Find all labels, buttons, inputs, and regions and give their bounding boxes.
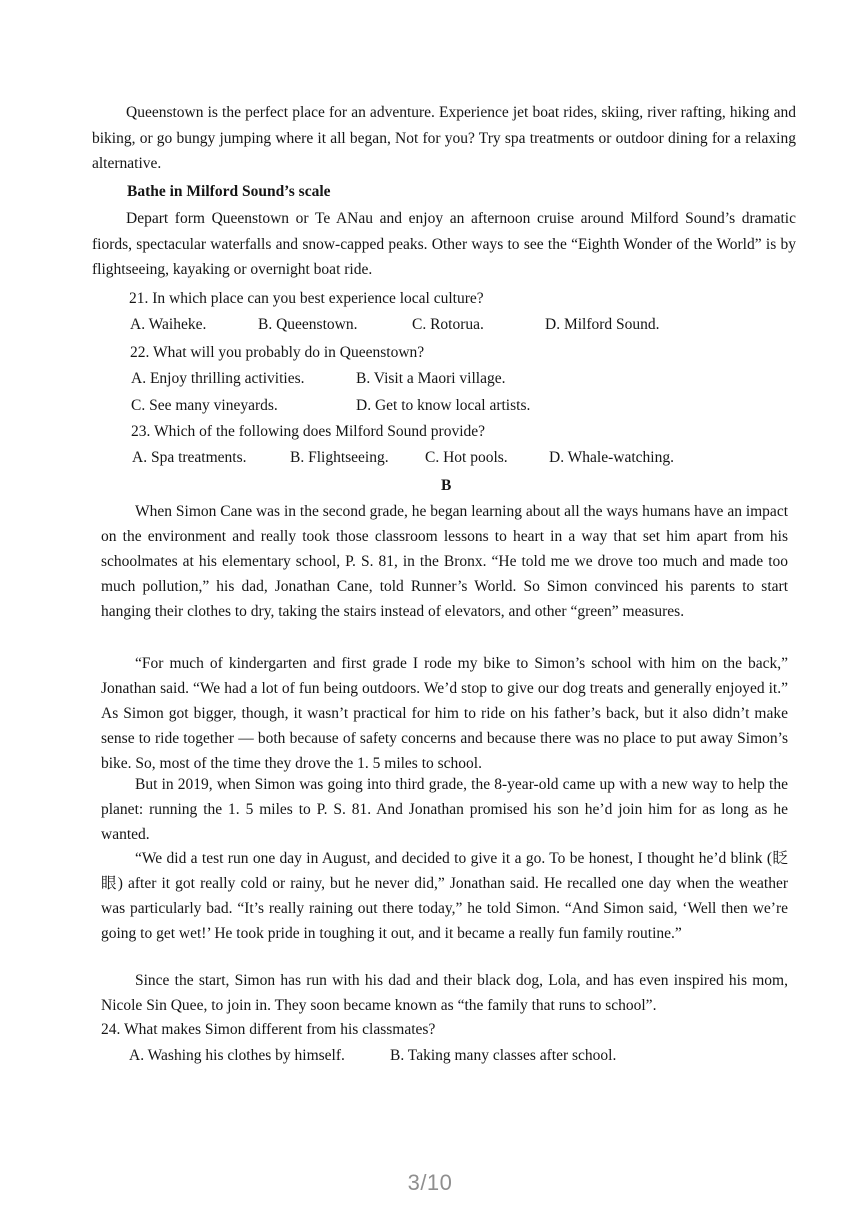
question-21-option-a: A. Waiheke. (130, 316, 207, 333)
question-21: 21. In which place can you best experience local culture? (129, 290, 484, 307)
milford-paragraph: Depart form Queenstown or Te ANau and enjoy an afternoon cruise around Milford Sound’s dramatic fiords, spectacular waterfalls and snow-capped peaks. Other ways to see the “Eighth Wonder of the World” is by flightseeing, kayaking or overnight boat ride. (92, 210, 796, 278)
question-22-option-a: A. Enjoy thrilling activities. (131, 370, 305, 387)
question-24: 24. What makes Simon different from his classmates? (101, 1021, 436, 1038)
section-b-paragraph-3: But in 2019, when Simon was going into third grade, the 8-year-old came up with a new way to help the planet: running the 1. 5 miles to P. S. 81. And Jonathan promised his son he’d join him for as long as he wanted. (101, 776, 788, 843)
section-b-paragraph-4: “We did a test run one day in August, and decided to give it a go. To be honest, I thought he’d blink (眨眼) after it got really cold or rainy, but he never did,” Jonathan said. He recalled one day when the weather was particularly bad. “It’s really raining out there today,” he told Simon. “And Simon said, ‘Well then we’re going to get wet!’ He took pride in toughing it out, and it became a really fun family routine.” (101, 850, 788, 942)
section-b-title: B (441, 477, 452, 494)
question-21-option-c: C. Rotorua. (412, 316, 484, 333)
milford-heading: Bathe in Milford Sound’s scale (127, 183, 331, 200)
section-b-paragraph-2: “For much of kindergarten and first grade I rode my bike to Simon’s school with him on the back,” Jonathan said. “We had a lot of fun being outdoors. We’d stop to give our dog treats and generally enjoyed it.” As Simon got bigger, though, it wasn’t practical for him to ride on his father’s back, but it also didn’t make sense to ride together — both because of safety concerns and because there was no place to put away Simon’s bike. So, most of the time they drove the 1. 5 miles to school. (101, 655, 788, 772)
question-23-option-d: D. Whale-watching. (549, 449, 674, 466)
page-number: 3/10 (407, 1170, 453, 1195)
queenstown-paragraph: Queenstown is the perfect place for an adventure. Experience jet boat rides, skiing, river rafting, hiking and biking, or go bungy jumping where it all began, Not for you? Try spa treatments or outdoor dining for a relaxing alternative. (92, 104, 796, 172)
question-24-option-a: A. Washing his clothes by himself. (129, 1047, 345, 1064)
question-23-option-b: B. Flightseeing. (290, 449, 389, 466)
question-22-option-b: B. Visit a Maori village. (356, 370, 506, 387)
question-21-option-d: D. Milford Sound. (545, 316, 660, 333)
section-b-paragraph-1: When Simon Cane was in the second grade, he began learning about all the ways humans have an impact on the environment and really took those classroom lessons to heart in a way that set him apart from his schoolmates at his elementary school, P. S. 81, in the Bronx. “He told me we drove too much and made too much pollution,” his dad, Jonathan Cane, told Runner’s World. So Simon convinced his parents to start hanging their clothes to dry, taking the stairs instead of elevators, and other “green” measures. (101, 503, 788, 620)
section-b-paragraph-5: Since the start, Simon has run with his dad and their black dog, Lola, and has even inspired his mom, Nicole Sin Quee, to join in. They soon became known as “the family that runs to school”. (101, 972, 788, 1014)
question-22: 22. What will you probably do in Queenstown? (130, 344, 425, 361)
question-23: 23. Which of the following does Milford Sound provide? (131, 423, 486, 440)
question-23-option-a: A. Spa treatments. (132, 449, 247, 466)
question-21-option-b: B. Queenstown. (258, 316, 358, 333)
question-23-option-c: C. Hot pools. (425, 449, 508, 466)
question-22-option-c: C. See many vineyards. (131, 397, 278, 414)
question-24-option-b: B. Taking many classes after school. (390, 1047, 617, 1064)
question-22-option-d: D. Get to know local artists. (356, 397, 531, 414)
